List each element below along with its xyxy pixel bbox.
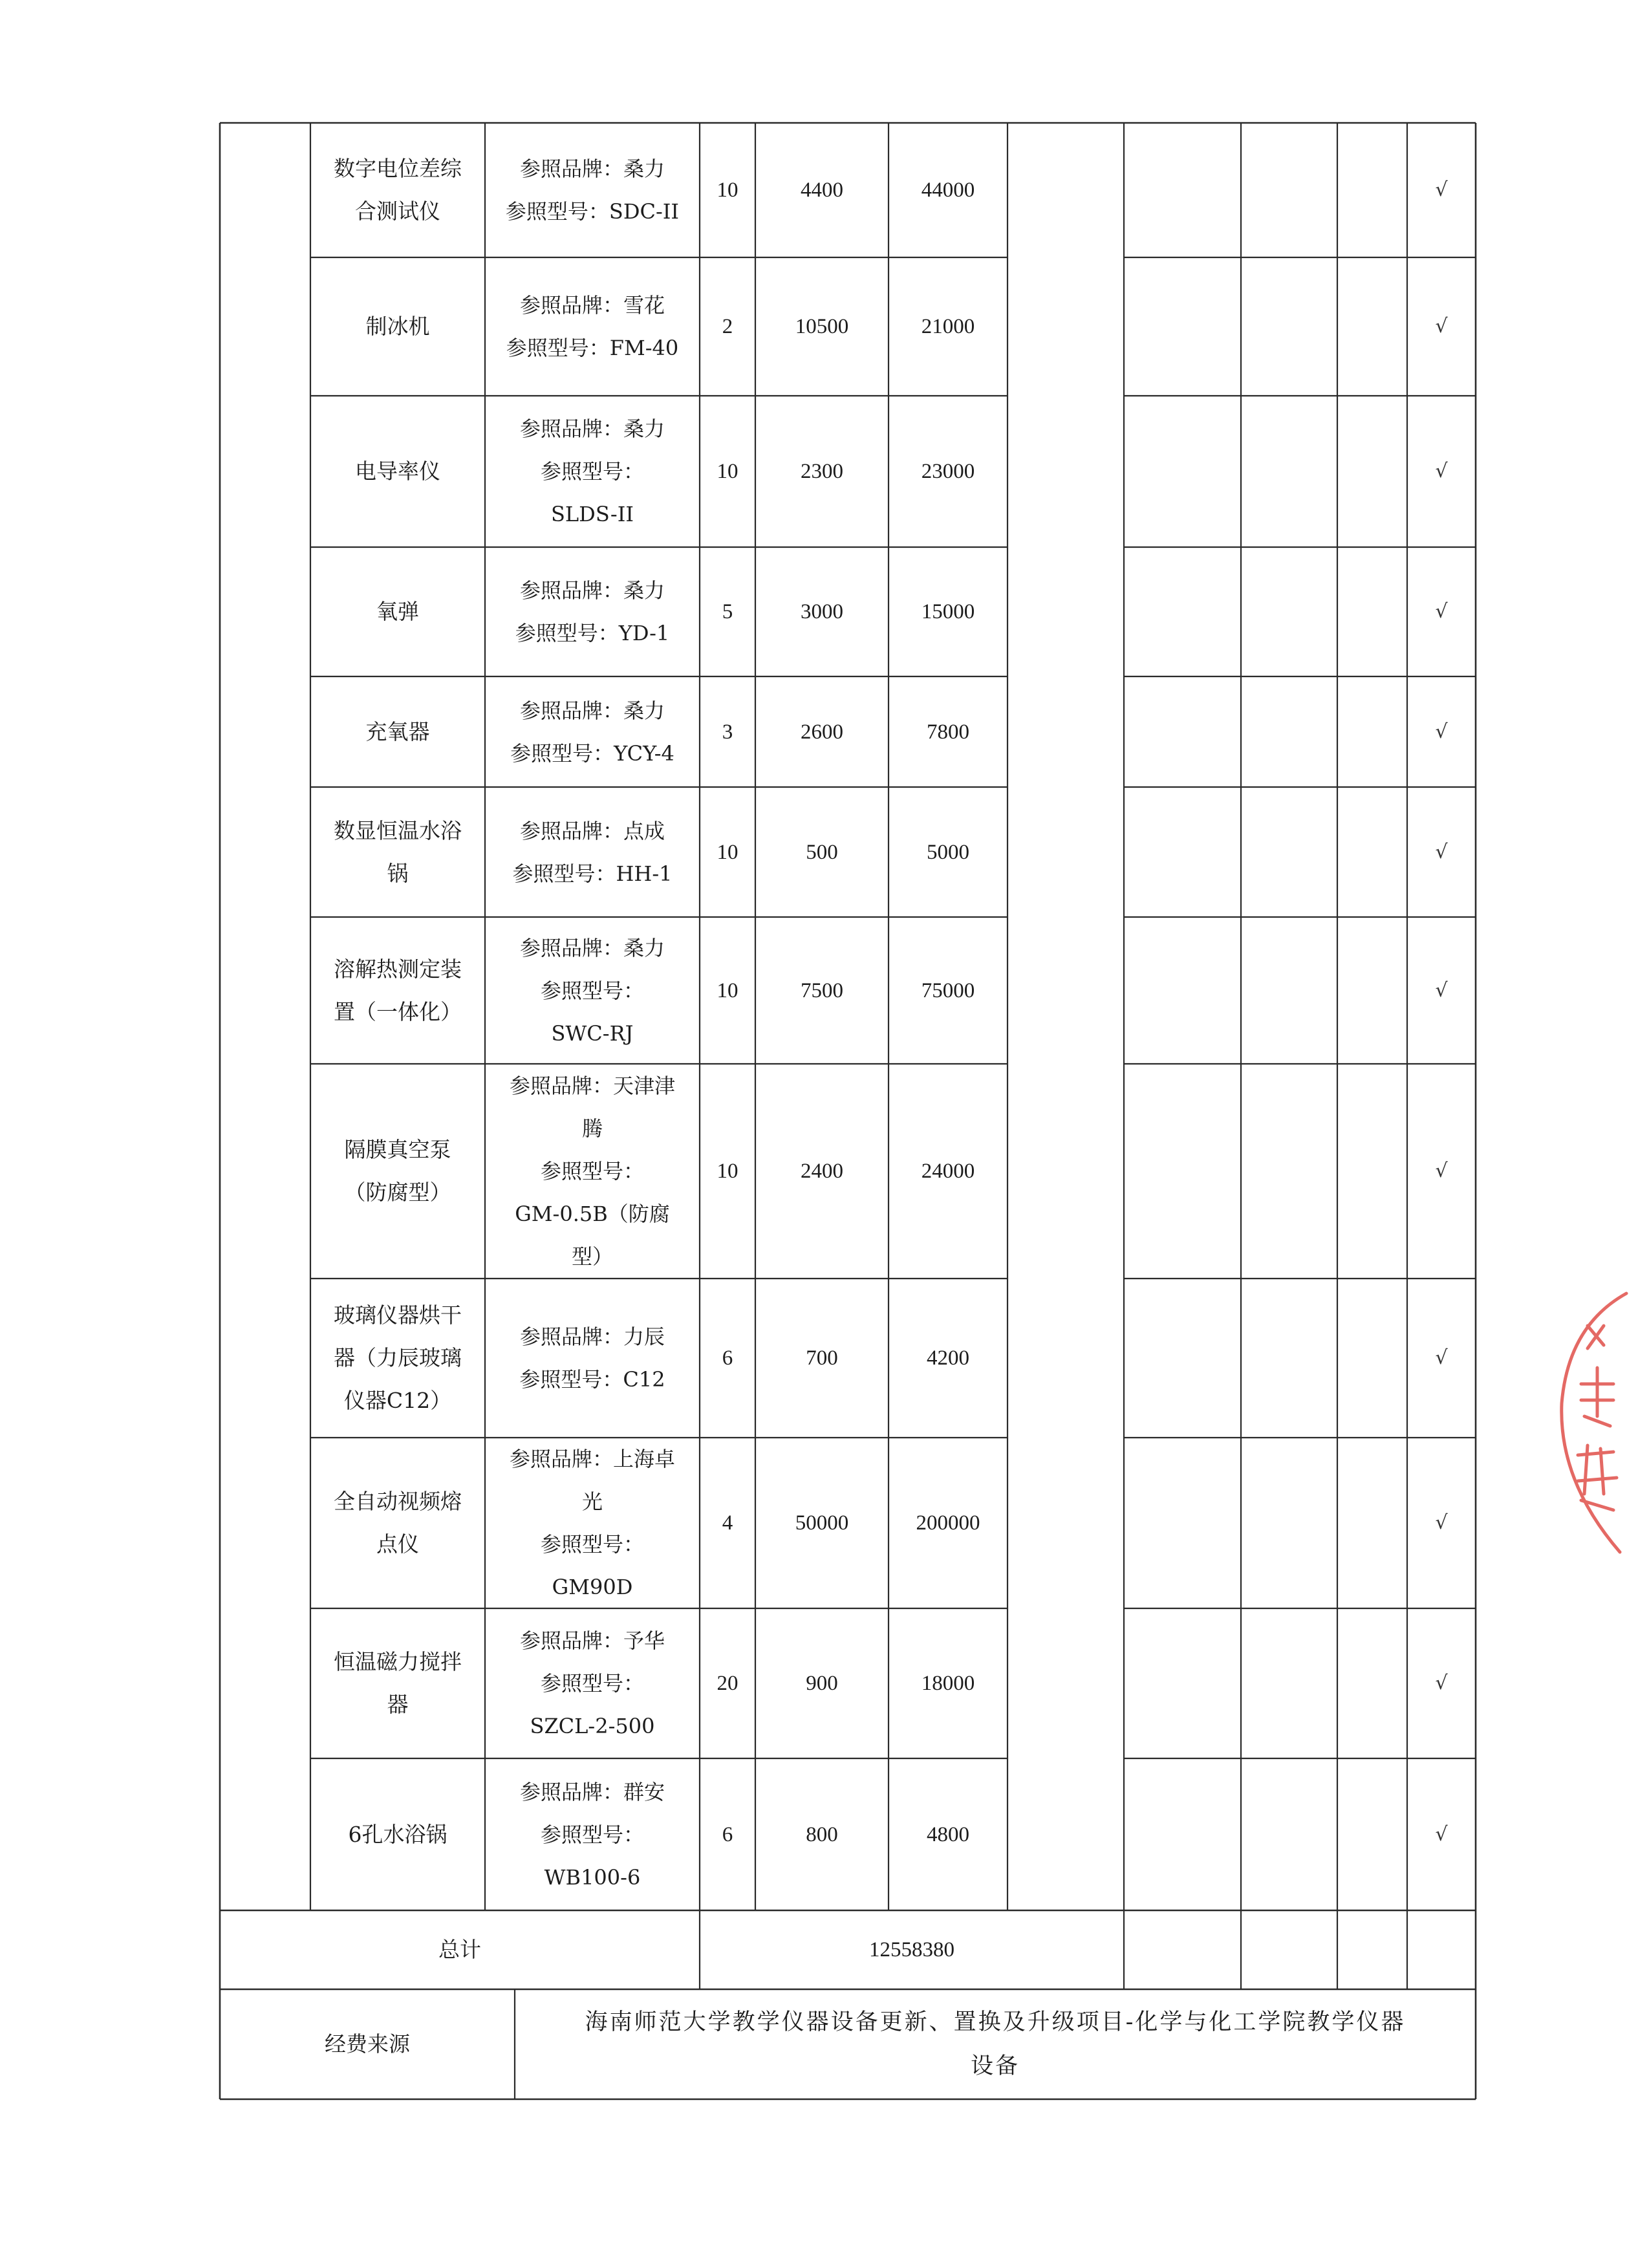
equipment-name: 数显恒温水浴 锅: [334, 817, 462, 886]
line-total: 15000: [921, 600, 975, 623]
line-total: 4800: [927, 1822, 969, 1846]
check-mark: √: [1435, 1511, 1448, 1534]
line-total: 75000: [921, 978, 975, 1002]
equipment-name: 全自动视频熔 点仪: [334, 1489, 462, 1557]
check-mark: √: [1435, 1672, 1448, 1694]
quantity: 10: [717, 978, 738, 1002]
equipment-name: 玻璃仪器烘干 器（力辰玻璃 仪器C12）: [334, 1302, 462, 1413]
unit-price: 2400: [801, 1160, 843, 1183]
reference-brand-model: 参照品牌：上海卓 光 参照型号： GM90D: [509, 1447, 675, 1599]
line-total: 5000: [927, 840, 969, 864]
equipment-name: 氧弹: [376, 599, 419, 624]
red-seal-stamp: [1549, 1287, 1646, 1559]
check-mark: √: [1435, 840, 1448, 863]
line-total: 44000: [921, 178, 975, 202]
equipment-name: 制冰机: [365, 314, 430, 339]
quantity: 10: [717, 178, 738, 202]
total-label: 总计: [438, 1937, 481, 1962]
total-value: 12558380: [869, 1938, 954, 1961]
unit-price: 800: [806, 1822, 838, 1846]
check-mark: √: [1435, 178, 1448, 201]
line-total: 21000: [921, 315, 975, 338]
reference-brand-model: 参照品牌：点成 参照型号：HH-1: [512, 818, 673, 886]
quantity: 10: [717, 840, 738, 864]
quantity: 10: [717, 1160, 738, 1183]
unit-price: 10500: [795, 315, 849, 338]
reference-brand-model: 参照品牌：力辰 参照型号：C12: [519, 1324, 665, 1392]
reference-brand-model: 参照品牌：予华 参照型号： SZCL-2-500: [519, 1628, 665, 1738]
quantity: 6: [722, 1822, 733, 1846]
unit-price: 3000: [801, 600, 843, 623]
quantity: 5: [722, 600, 733, 623]
equipment-name: 隔膜真空泵 （防腐型）: [344, 1137, 451, 1205]
quantity: 20: [717, 1672, 738, 1695]
check-mark: √: [1435, 600, 1448, 623]
equipment-name: 电导率仪: [355, 459, 440, 484]
line-total: 18000: [921, 1672, 975, 1695]
check-mark: √: [1435, 1346, 1448, 1369]
unit-price: 4400: [801, 178, 843, 202]
line-total: 24000: [921, 1160, 975, 1183]
reference-brand-model: 参照品牌：群安 参照型号： WB100-6: [519, 1779, 665, 1890]
quantity: 6: [722, 1346, 733, 1370]
line-total: 200000: [916, 1511, 980, 1535]
check-mark: √: [1435, 1160, 1448, 1182]
quantity: 10: [717, 460, 738, 483]
quantity: 3: [722, 720, 733, 744]
check-mark: √: [1435, 720, 1448, 743]
check-mark: √: [1435, 315, 1448, 338]
line-total: 4200: [927, 1346, 969, 1370]
unit-price: 2300: [801, 460, 843, 483]
line-total: 23000: [921, 460, 975, 483]
check-mark: √: [1435, 978, 1448, 1002]
line-total: 7800: [927, 720, 969, 744]
quantity: 4: [722, 1511, 733, 1535]
equipment-name: 6孔水浴锅: [348, 1821, 447, 1847]
reference-brand-model: 参照品牌：桑力 参照型号：YD-1: [515, 578, 670, 645]
unit-price: 900: [806, 1672, 838, 1695]
quantity: 2: [722, 315, 733, 338]
unit-price: 7500: [801, 978, 843, 1002]
reference-brand-model: 参照品牌：桑力 参照型号： SWC-RJ: [519, 935, 665, 1046]
reference-brand-model: 参照品牌：桑力 参照型号：YCY-4: [510, 698, 674, 766]
check-mark: √: [1435, 1822, 1448, 1846]
unit-price: 700: [806, 1346, 838, 1370]
equipment-name: 充氧器: [365, 718, 430, 744]
equipment-name: 数字电位差综 合测试仪: [334, 156, 462, 224]
funding-source-label: 经费来源: [325, 2031, 410, 2057]
equipment-name: 溶解热测定装 置（一体化）: [334, 956, 462, 1024]
unit-price: 500: [806, 840, 838, 864]
funding-source-text: 海南师范大学教学仪器设备更新、置换及升级项目-化学与化工学院教学仪器 设备: [585, 2009, 1406, 2079]
reference-brand-model: 参照品牌：桑力 参照型号： SLDS-II: [519, 416, 665, 526]
equipment-name: 恒温磁力搅拌 器: [334, 1649, 462, 1717]
check-mark: √: [1435, 460, 1448, 482]
reference-brand-model: 参照品牌：桑力 参照型号：SDC-II: [505, 157, 680, 224]
unit-price: 50000: [795, 1511, 849, 1535]
reference-brand-model: 参照品牌：雪花 参照型号：FM-40: [506, 293, 679, 360]
reference-brand-model: 参照品牌：天津津 腾 参照型号： GM-0.5B（防腐 型）: [509, 1074, 675, 1269]
unit-price: 2600: [801, 720, 843, 744]
